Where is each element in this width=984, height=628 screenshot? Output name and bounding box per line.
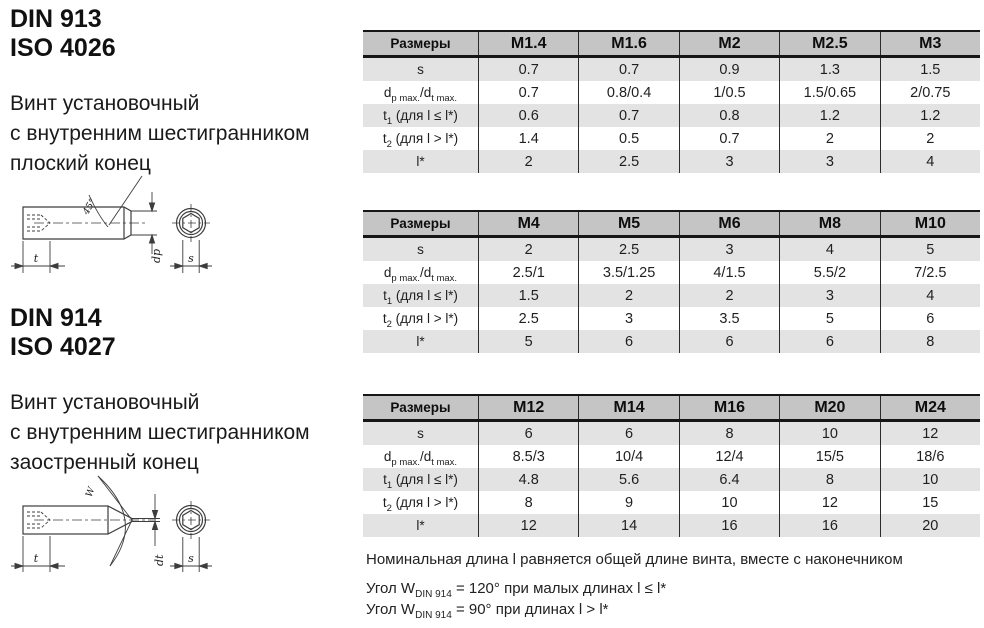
table-row bbox=[363, 422, 980, 445]
table-cell: 0.7 bbox=[679, 127, 779, 150]
table-cell: 1.2 bbox=[779, 104, 879, 127]
table-cell: 2.5 bbox=[578, 238, 678, 261]
subscript-text: t max. bbox=[431, 92, 458, 104]
row-label-text bbox=[382, 495, 459, 514]
table-cell: 10/4 bbox=[578, 445, 678, 468]
description-line: Винт установочный bbox=[10, 92, 200, 115]
row-label bbox=[363, 81, 478, 104]
table-cell: 2.5 bbox=[578, 150, 678, 173]
standard-line: DIN 914 bbox=[10, 304, 102, 332]
table-cell: 1.3 bbox=[779, 58, 879, 81]
column-header: M24 bbox=[880, 396, 980, 419]
table-cell: 6 bbox=[679, 330, 779, 353]
table-cell: 4 bbox=[880, 150, 980, 173]
column-header: M1.4 bbox=[478, 32, 578, 55]
table-row bbox=[363, 307, 980, 330]
table-cell: 12 bbox=[478, 514, 578, 537]
table-cell: 0.7 bbox=[578, 58, 678, 81]
screw-end-view bbox=[172, 501, 210, 539]
subscript-text: 1 bbox=[386, 115, 393, 127]
row-label-text bbox=[383, 85, 458, 104]
row-label-text bbox=[416, 154, 424, 169]
table-cell: 10 bbox=[779, 422, 879, 445]
text-run: t bbox=[382, 131, 387, 146]
row-label-text bbox=[383, 449, 458, 468]
table-cell: 4 bbox=[779, 238, 879, 261]
row-label-text bbox=[416, 518, 424, 533]
din914-technical-drawing bbox=[8, 466, 238, 588]
dimension-label-s: s bbox=[188, 552, 194, 565]
row-label-text bbox=[383, 288, 458, 307]
table-cell: 12 bbox=[779, 491, 879, 514]
table-row bbox=[363, 284, 980, 307]
dimension-table-m12-to-m24 bbox=[363, 394, 980, 537]
text-run: l* bbox=[416, 334, 425, 349]
table-row bbox=[363, 261, 980, 284]
text-run: d bbox=[383, 265, 392, 280]
row-label bbox=[363, 104, 478, 127]
table-cell: 16 bbox=[779, 514, 879, 537]
table-cell: 0.7 bbox=[478, 58, 578, 81]
row-label-text bbox=[417, 426, 424, 441]
column-header: M2 bbox=[679, 32, 779, 55]
column-header: M3 bbox=[880, 32, 980, 55]
angle-note-90 bbox=[366, 600, 609, 622]
table-cell: 5 bbox=[779, 307, 879, 330]
table-cell: 1/0.5 bbox=[679, 81, 779, 104]
table-cell: 2 bbox=[880, 127, 980, 150]
table-cell: 4.8 bbox=[478, 468, 578, 491]
subscript-text: p max. bbox=[391, 92, 420, 104]
table-cell: 6 bbox=[779, 330, 879, 353]
table-cell: 2 bbox=[478, 238, 578, 261]
description-line: Винт установочный bbox=[10, 391, 200, 414]
text-run: = 120° при малых длинах l ≤ l* bbox=[451, 580, 667, 597]
description-line: плоский конец bbox=[10, 152, 151, 175]
text-run: t bbox=[383, 472, 387, 487]
table-row bbox=[363, 150, 980, 173]
table-cell: 6 bbox=[880, 307, 980, 330]
table-cell: 8 bbox=[679, 422, 779, 445]
standard-line: DIN 913 bbox=[10, 5, 102, 33]
table-cell: 3 bbox=[779, 284, 879, 307]
text-run: (для l ≤ l*) bbox=[392, 472, 458, 487]
row-label bbox=[363, 330, 478, 353]
text-run: s bbox=[417, 426, 424, 441]
table-corner-header: Размеры bbox=[390, 216, 451, 231]
table-cell: 5 bbox=[478, 330, 578, 353]
table-cell: 4 bbox=[880, 284, 980, 307]
table-row bbox=[363, 81, 980, 104]
row-label-text bbox=[383, 472, 458, 491]
table-row bbox=[363, 330, 980, 353]
table-row bbox=[363, 491, 980, 514]
table-cell: 18/6 bbox=[880, 445, 980, 468]
dimension-label-dt: dt bbox=[153, 554, 166, 566]
row-label bbox=[363, 261, 478, 284]
row-label bbox=[363, 58, 478, 81]
column-header: M6 bbox=[679, 212, 779, 235]
table-cell: 8.5/3 bbox=[478, 445, 578, 468]
din913-technical-drawing bbox=[8, 170, 238, 285]
subscript-text: 2 bbox=[386, 318, 392, 330]
description-line: с внутренним шестигранником bbox=[10, 122, 310, 145]
row-label bbox=[363, 238, 478, 261]
table-cell: 2.5 bbox=[478, 307, 578, 330]
subscript-text: 1 bbox=[386, 479, 393, 491]
table-cell: 1.5 bbox=[478, 284, 578, 307]
column-header: M1.6 bbox=[578, 32, 678, 55]
din913-standard-heading bbox=[10, 5, 116, 63]
table-row bbox=[363, 445, 980, 468]
row-label bbox=[363, 284, 478, 307]
column-header: M12 bbox=[478, 396, 578, 419]
text-run: d bbox=[383, 449, 392, 464]
row-label bbox=[363, 491, 478, 514]
column-header: M5 bbox=[578, 212, 678, 235]
text-run: (для l > l*) bbox=[391, 131, 459, 146]
text-run: (для l ≤ l*) bbox=[392, 108, 458, 123]
standard-line: ISO 4027 bbox=[10, 333, 116, 361]
dimension-table-m4-to-m10 bbox=[363, 210, 980, 353]
screw-end-view bbox=[172, 204, 210, 242]
table-cell: 16 bbox=[679, 514, 779, 537]
table-row bbox=[363, 468, 980, 491]
table-cell: 15/5 bbox=[779, 445, 879, 468]
table-cell: 8 bbox=[478, 491, 578, 514]
table-cell: 5.5/2 bbox=[779, 261, 879, 284]
table-cell: 15 bbox=[880, 491, 980, 514]
table-row bbox=[363, 514, 980, 537]
table-cell: 1.4 bbox=[478, 127, 578, 150]
column-header: M20 bbox=[779, 396, 879, 419]
text-run: t bbox=[382, 311, 387, 326]
row-label-text bbox=[382, 311, 459, 330]
cone-angle-label: W bbox=[83, 485, 98, 499]
text-run: (для l > l*) bbox=[391, 495, 459, 510]
screw-side-view bbox=[11, 476, 212, 572]
column-header: M8 bbox=[779, 212, 879, 235]
text-run: s bbox=[417, 62, 424, 77]
table-cell: 0.8 bbox=[679, 104, 779, 127]
table-cell: 3 bbox=[679, 150, 779, 173]
cone-angle-annotation bbox=[98, 476, 132, 566]
table-cell: 0.7 bbox=[578, 104, 678, 127]
table-cell: 10 bbox=[679, 491, 779, 514]
table-cell: 8 bbox=[779, 468, 879, 491]
subscript-text: 1 bbox=[386, 295, 393, 307]
row-label-text bbox=[383, 108, 458, 127]
standard-line: ISO 4026 bbox=[10, 34, 116, 62]
table-cell: 2 bbox=[779, 127, 879, 150]
table-cell: 2 bbox=[578, 284, 678, 307]
din914-description bbox=[10, 388, 310, 478]
row-label-text bbox=[417, 242, 424, 257]
subscript-text: t max. bbox=[431, 456, 458, 468]
table-cell: 3 bbox=[679, 238, 779, 261]
table-corner-header: Размеры bbox=[390, 36, 451, 51]
dimension-label-s: s bbox=[188, 252, 194, 265]
table-cell: 2/0.75 bbox=[880, 81, 980, 104]
text-run: /d bbox=[419, 85, 432, 100]
subscript-text: 2 bbox=[386, 138, 392, 150]
table-row bbox=[363, 58, 980, 81]
text-run: d bbox=[383, 85, 392, 100]
column-header: M2.5 bbox=[779, 32, 879, 55]
table-row bbox=[363, 238, 980, 261]
row-label bbox=[363, 445, 478, 468]
angle-note-120 bbox=[366, 579, 666, 601]
table-cell: 20 bbox=[880, 514, 980, 537]
description-line: заостренный конец bbox=[10, 451, 199, 474]
subscript-text: t max. bbox=[431, 272, 458, 284]
row-label-text bbox=[416, 334, 424, 349]
nominal-length-note: Номинальная длина l равняется общей длине винта, вместе с наконечником bbox=[366, 551, 903, 568]
row-label-text bbox=[382, 131, 459, 150]
text-run: (для l > l*) bbox=[391, 311, 459, 326]
table-cell: 0.5 bbox=[578, 127, 678, 150]
table-cell: 3 bbox=[578, 307, 678, 330]
subscript-text: DIN 914 bbox=[415, 609, 452, 621]
row-label bbox=[363, 307, 478, 330]
table-cell: 6 bbox=[578, 330, 678, 353]
table-cell: 0.9 bbox=[679, 58, 779, 81]
table-cell: 2.5/1 bbox=[478, 261, 578, 284]
text-run: (для l ≤ l*) bbox=[392, 288, 458, 303]
row-label bbox=[363, 468, 478, 491]
text-run: t bbox=[383, 108, 387, 123]
table-cell: 7/2.5 bbox=[880, 261, 980, 284]
text-run: t bbox=[383, 288, 387, 303]
row-label bbox=[363, 150, 478, 173]
table-cell: 6 bbox=[578, 422, 678, 445]
subscript-text: p max. bbox=[391, 456, 420, 468]
table-header-row bbox=[363, 32, 980, 58]
table-header-row bbox=[363, 396, 980, 422]
table-row bbox=[363, 127, 980, 150]
table-cell: 4/1.5 bbox=[679, 261, 779, 284]
dimension-table-m1-4-to-m3 bbox=[363, 30, 980, 173]
column-header: M10 bbox=[880, 212, 980, 235]
table-cell: 1.5/0.65 bbox=[779, 81, 879, 104]
table-cell: 2 bbox=[478, 150, 578, 173]
text-run: = 90° при длинах l > l* bbox=[451, 601, 609, 618]
table-cell: 8 bbox=[880, 330, 980, 353]
table-cell: 0.7 bbox=[478, 81, 578, 104]
table-cell: 3.5 bbox=[679, 307, 779, 330]
table-cell: 1.2 bbox=[880, 104, 980, 127]
table-header-row bbox=[363, 212, 980, 238]
text-run: l* bbox=[416, 518, 425, 533]
text-run: /d bbox=[419, 265, 432, 280]
table-cell: 0.6 bbox=[478, 104, 578, 127]
subscript-text: 2 bbox=[386, 502, 392, 514]
dimension-label-t: t bbox=[33, 252, 39, 265]
table-cell: 12/4 bbox=[679, 445, 779, 468]
din913-description bbox=[10, 89, 310, 179]
table-cell: 5.6 bbox=[578, 468, 678, 491]
table-cell: 6 bbox=[478, 422, 578, 445]
row-label-text bbox=[383, 265, 458, 284]
row-label bbox=[363, 514, 478, 537]
subscript-text: p max. bbox=[391, 272, 420, 284]
text-run: l* bbox=[416, 154, 425, 169]
table-cell: 3.5/1.25 bbox=[578, 261, 678, 284]
text-run: t bbox=[382, 495, 387, 510]
table-cell: 12 bbox=[880, 422, 980, 445]
column-header: M14 bbox=[578, 396, 678, 419]
table-corner-header: Размеры bbox=[390, 400, 451, 415]
text-run: Угол W bbox=[366, 580, 416, 597]
table-cell: 2 bbox=[679, 284, 779, 307]
table-cell: 6.4 bbox=[679, 468, 779, 491]
chamfer-angle-label: 45° bbox=[80, 196, 99, 217]
table-cell: 1.5 bbox=[880, 58, 980, 81]
row-label-text bbox=[417, 62, 424, 77]
din914-standard-heading bbox=[10, 304, 116, 362]
table-cell: 3 bbox=[779, 150, 879, 173]
table-cell: 0.8/0.4 bbox=[578, 81, 678, 104]
table-cell: 10 bbox=[880, 468, 980, 491]
text-run: s bbox=[417, 242, 424, 257]
table-row bbox=[363, 104, 980, 127]
dimension-label-t: t bbox=[33, 552, 39, 565]
screw-side-view bbox=[11, 176, 212, 273]
dimension-label-dp: dp bbox=[150, 248, 163, 263]
row-label bbox=[363, 127, 478, 150]
column-header: M4 bbox=[478, 212, 578, 235]
column-header: M16 bbox=[679, 396, 779, 419]
description-line: с внутренним шестигранником bbox=[10, 421, 310, 444]
text-run: /d bbox=[419, 449, 432, 464]
table-cell: 9 bbox=[578, 491, 678, 514]
text-run: Угол W bbox=[366, 601, 416, 618]
subscript-text: DIN 914 bbox=[415, 588, 452, 600]
table-cell: 5 bbox=[880, 238, 980, 261]
row-label bbox=[363, 422, 478, 445]
table-cell: 14 bbox=[578, 514, 678, 537]
